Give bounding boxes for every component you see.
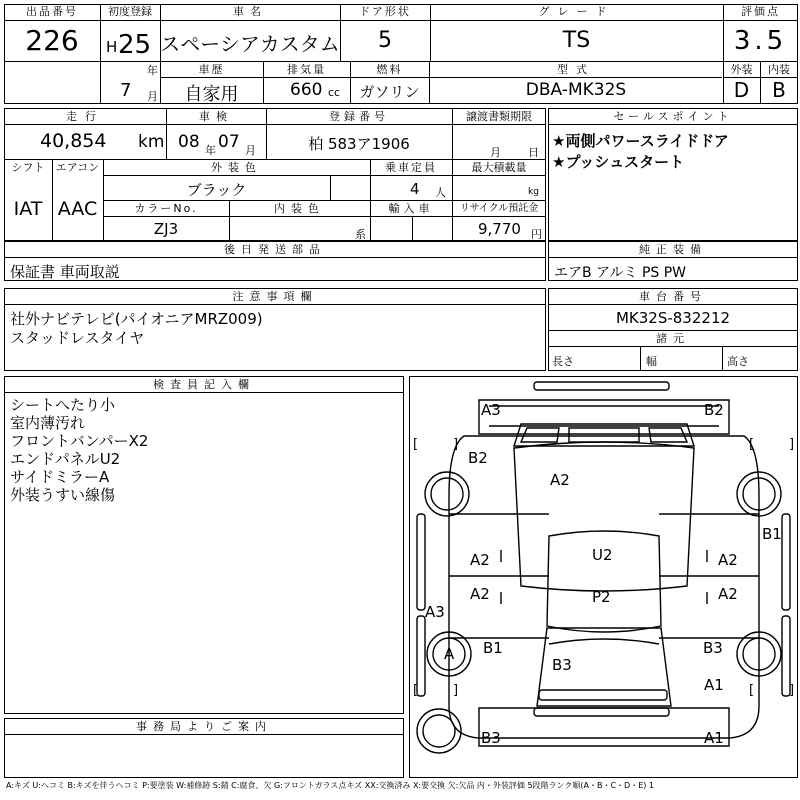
notes-header: 注意事項欄 bbox=[232, 290, 318, 303]
office-header: 事務局よりご案内 bbox=[136, 720, 272, 733]
shift-header: シフト bbox=[11, 161, 45, 174]
door-count: 5 bbox=[378, 28, 392, 53]
mark-right-rear-side: B1 bbox=[762, 525, 782, 543]
mark-right-fender: B3 bbox=[703, 639, 723, 657]
aircon-value: AAC bbox=[57, 198, 98, 220]
inspector-note-5: サイドミラーA bbox=[10, 468, 110, 486]
model-header: 型式 bbox=[557, 63, 595, 76]
svg-text:[: [ bbox=[413, 683, 419, 698]
capacity-value: 4 bbox=[410, 180, 420, 198]
first-reg-year: 25 bbox=[118, 30, 152, 60]
grade-value: TS bbox=[562, 28, 591, 53]
mileage-unit: km bbox=[138, 132, 165, 152]
note-2: スタッドレスタイヤ bbox=[10, 329, 145, 347]
mark-rear-left: A3 bbox=[481, 401, 501, 419]
later-parts-value: 保証書 車両取説 bbox=[10, 263, 120, 281]
svg-text:]: ] bbox=[453, 683, 459, 698]
inspector-note-2: 室内薄汚れ bbox=[10, 414, 86, 432]
inspection-month-unit: 月 bbox=[245, 144, 256, 157]
svg-text:]: ] bbox=[789, 437, 795, 452]
recycle-value: 9,770 bbox=[478, 220, 521, 238]
svg-text:[: [ bbox=[749, 683, 755, 698]
ext-color-value: ブラック bbox=[186, 181, 247, 199]
chassis-number: MK32S-832212 bbox=[615, 309, 731, 327]
exterior-grade: D bbox=[733, 78, 750, 102]
ext-color-header: 外装色 bbox=[211, 161, 262, 174]
sales-point-2: ★プッシュスタート bbox=[552, 153, 685, 171]
recycle-header: リサイクル預託金 bbox=[459, 203, 539, 214]
capacity-header: 乗車定員 bbox=[385, 161, 437, 174]
import-header: 輸入車 bbox=[388, 202, 434, 215]
color-no-value: ZJ3 bbox=[153, 220, 179, 238]
first-reg-year-unit: 年 bbox=[147, 64, 158, 77]
model-code: DBA-MK32S bbox=[525, 80, 627, 100]
note-1: 社外ナビテレビ(パイオニアMRZ009) bbox=[10, 310, 263, 328]
reg-number: 柏 583ア1906 bbox=[308, 135, 410, 153]
chassis-header: 車台番号 bbox=[639, 290, 707, 303]
svg-text:[: [ bbox=[413, 437, 419, 452]
max-load-header: 最大積載量 bbox=[471, 161, 527, 174]
inspection-header: 車検 bbox=[199, 110, 233, 123]
genuine-header: 純正装備 bbox=[639, 243, 707, 256]
transfer-header: 譲渡書類期限 bbox=[466, 110, 532, 123]
int-color-header: 内装色 bbox=[274, 202, 325, 215]
width-label: 幅 bbox=[646, 355, 657, 368]
color-no-header: カラーNo. bbox=[134, 202, 198, 215]
history-value: 自家用 bbox=[184, 84, 239, 105]
height-label: 高さ bbox=[727, 355, 749, 368]
reg-number-header: 登録番号 bbox=[329, 110, 389, 123]
inspection-year-unit: 年 bbox=[205, 144, 216, 157]
inspector-note-3: フロントバンパーX2 bbox=[10, 432, 149, 450]
mileage-value: 40,854 bbox=[40, 130, 107, 152]
displacement-header: 排気量 bbox=[287, 63, 326, 76]
grade-header: グレード bbox=[538, 5, 615, 18]
mark-right-front-door: A2 bbox=[718, 585, 738, 603]
transfer-month-unit: 月 bbox=[490, 146, 501, 159]
mark-left-front-door: A2 bbox=[470, 585, 490, 603]
sales-point-1: ★両側パワースライドドア bbox=[552, 132, 729, 150]
mark-left-rear-door-top: B2 bbox=[468, 449, 488, 467]
mark-front-left: B3 bbox=[481, 729, 501, 747]
legend: A:キズ U:ヘコミ B:キズを伴うヘコミ P:要塗装 W:補修跡 S:錆 C:腐食、欠 G:フロントガラス点キズ XX:交換済み X:要交換 欠:欠品 内・外装評価 5段階ランク順(A・B・C・D・E) 1 bbox=[6, 781, 655, 790]
first-reg-month-unit: 月 bbox=[147, 90, 158, 103]
shift-value: IAT bbox=[13, 198, 43, 220]
car-diagram bbox=[409, 376, 798, 778]
inspector-note-4: エンドパネルU2 bbox=[10, 450, 121, 468]
inspector-header: 検査員記入欄 bbox=[153, 378, 255, 391]
exterior-header: 外装 bbox=[730, 63, 753, 76]
genuine-value: エアB アルミ PS PW bbox=[554, 265, 687, 281]
recycle-unit: 円 bbox=[531, 228, 542, 241]
car-name: スペーシアカスタム bbox=[160, 32, 340, 56]
interior-header: 内装 bbox=[768, 63, 790, 76]
fuel-value: ガソリン bbox=[359, 83, 420, 101]
svg-text:]: ] bbox=[789, 683, 795, 698]
mark-left-rear-door: A2 bbox=[470, 551, 490, 569]
aircon-header: エアコン bbox=[55, 161, 100, 174]
displacement-unit: cc bbox=[328, 86, 341, 99]
mark-right-rear-door: A2 bbox=[718, 551, 738, 569]
transfer-day-unit: 日 bbox=[528, 146, 539, 159]
score-header: 評価点 bbox=[741, 5, 780, 18]
lot-number: 226 bbox=[25, 24, 79, 57]
mark-left-fender: B1 bbox=[483, 639, 503, 657]
int-color-unit: 系 bbox=[355, 228, 366, 241]
mark-center-top: U2 bbox=[592, 546, 613, 564]
mark-roof: A2 bbox=[550, 471, 570, 489]
svg-text:]: ] bbox=[453, 437, 459, 452]
displacement-value: 660 bbox=[290, 80, 323, 100]
mark-rear-right: B2 bbox=[704, 401, 724, 419]
lot-header: 出品番号 bbox=[26, 5, 78, 18]
length-label: 長さ bbox=[552, 355, 574, 368]
first-reg-month: 7 bbox=[120, 80, 132, 101]
mark-hood: B3 bbox=[552, 656, 572, 674]
first-reg-header: 初度登録 bbox=[108, 5, 152, 18]
svg-text:[: [ bbox=[749, 437, 755, 452]
mark-center: P2 bbox=[592, 588, 611, 606]
mark-left-wheel: A bbox=[444, 645, 455, 663]
fuel-header: 燃料 bbox=[376, 63, 403, 76]
inspection-year: 08 bbox=[178, 132, 200, 152]
mark-front-right: A1 bbox=[704, 729, 724, 747]
mark-left-side-low: A3 bbox=[425, 603, 445, 621]
score-value: 3.5 bbox=[733, 26, 788, 56]
load-unit: kg bbox=[528, 187, 539, 197]
interior-grade: B bbox=[772, 78, 786, 102]
first-reg-era: H bbox=[106, 38, 118, 56]
inspector-note-6: 外装うすい線傷 bbox=[10, 486, 116, 504]
history-header: 車歴 bbox=[198, 63, 225, 76]
sales-points-header: セールスポイント bbox=[613, 110, 733, 123]
specs-header: 諸元 bbox=[656, 332, 690, 345]
door-header: ドア形状 bbox=[359, 5, 411, 18]
car-name-header: 車名 bbox=[233, 5, 267, 18]
later-parts-header: 後日発送部品 bbox=[224, 243, 326, 256]
capacity-unit: 人 bbox=[435, 186, 446, 199]
mileage-header: 走行 bbox=[66, 110, 104, 123]
sales-points-block bbox=[548, 108, 798, 241]
mark-right-front: A1 bbox=[704, 676, 724, 694]
inspection-month: 07 bbox=[218, 132, 240, 152]
inspector-note-1: シートへたり小 bbox=[10, 396, 116, 414]
